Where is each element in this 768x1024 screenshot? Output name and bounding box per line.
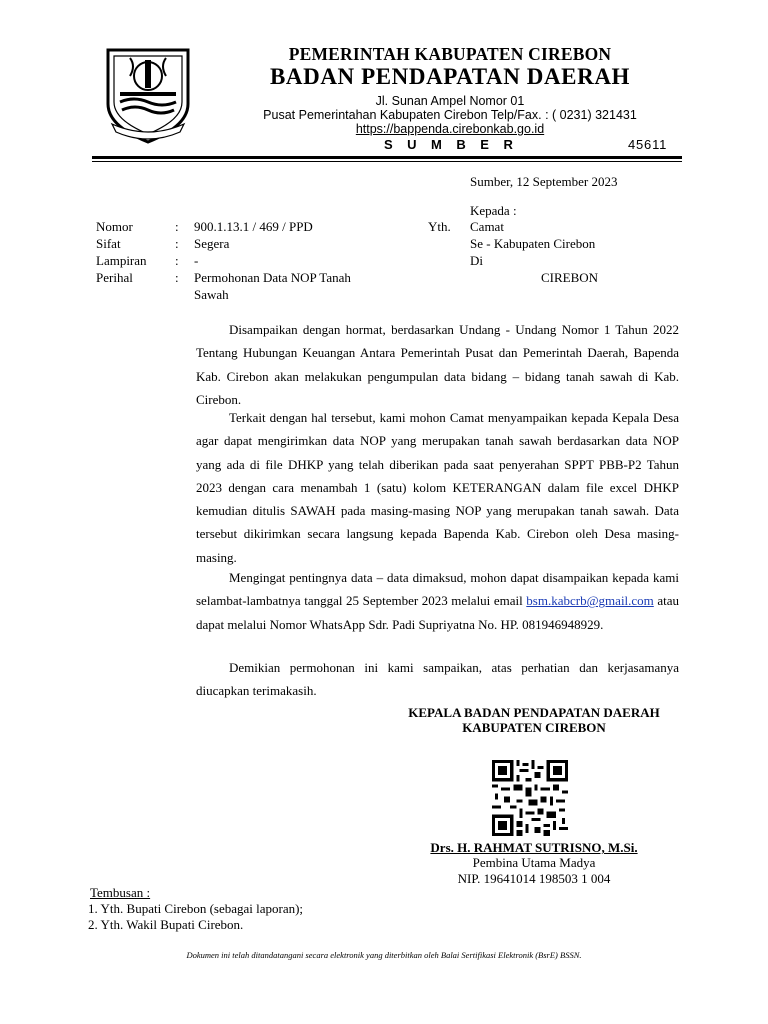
signatory-nip: NIP. 19641014 198503 1 004 xyxy=(457,871,611,886)
sifat-label: Sifat xyxy=(96,236,121,251)
sifat-colon: : xyxy=(175,236,179,251)
header-divider-thin xyxy=(92,161,682,162)
body-paragraph-1: Disampaikan dengan hormat, berdasarkan Undang - Undang Nomor 1 Tahun 2022 Tentang Hubungan Keuangan Antara Pemerintah Pusat dan Pemerintah Daerah, Bapenda Kab. Cirebon akan melakukan pengumpulan data bidang – bidang tanah sawah di Kab. Cirebon. xyxy=(196,322,679,407)
recipient-line-2: Se - Kabupaten Cirebon xyxy=(470,236,596,251)
letter-date: Sumber, 12 September 2023 xyxy=(470,174,618,189)
postal-code: 45611 xyxy=(628,137,668,152)
regency-logo xyxy=(100,46,196,146)
nomor-value: 900.1.13.1 / 469 / PPD xyxy=(194,219,313,234)
lampiran-label: Lampiran xyxy=(96,253,147,268)
qr-code xyxy=(492,760,568,836)
tembusan-item-2: 2. Yth. Wakil Bupati Cirebon. xyxy=(88,917,244,932)
city-name: SUMBER xyxy=(384,137,528,152)
perihal-label: Perihal xyxy=(96,270,133,285)
tembusan-item-1: 1. Yth. Bupati Cirebon (sebagai laporan); xyxy=(88,901,304,916)
body-paragraph-3-part-b: atau dapat melalui Nomor WhatsApp Sdr. Padi Supriyatna No. HP. 081946948929. xyxy=(196,593,680,632)
recipient-line-3: Di xyxy=(470,253,483,268)
recipient-line-1: Camat xyxy=(470,219,504,234)
signatory-rank: Pembina Utama Madya xyxy=(472,855,596,870)
nomor-label: Nomor xyxy=(96,219,133,234)
recipient-label: Kepada : xyxy=(470,203,517,218)
tembusan-label: Tembusan : xyxy=(90,885,151,900)
perihal-value-1: Permohonan Data NOP Tanah xyxy=(194,270,351,285)
body-paragraph-3-part-a: Mengingat pentingnya data – data dimaksud, mohon dapat disampaikan kepada kami selambat-lambatnya tanggal 25 September 2023 melalui email xyxy=(196,570,679,609)
header-divider xyxy=(92,156,682,159)
signatory-name: Drs. H. RAHMAT SUTRISNO, M.Si. xyxy=(430,840,638,855)
signature-title-1: KEPALA BADAN PENDAPATAN DAERAH xyxy=(408,705,660,720)
electronic-signature-note: Dokumen ini telah ditandatangani secara elektronik yang diterbitkan oleh Balai Sertifikasi Elektronik (BsrE) BSSN. xyxy=(186,950,582,960)
recipient-yth: Yth. xyxy=(428,219,451,234)
lampiran-value: - xyxy=(194,253,199,268)
perihal-colon: : xyxy=(175,270,179,285)
email-link[interactable]: bsm.kabcrb@gmail.com xyxy=(526,593,654,609)
perihal-value-2: Sawah xyxy=(194,287,229,302)
lampiran-colon: : xyxy=(175,253,179,268)
body-paragraph-3 xyxy=(196,566,679,636)
address: Jl. Sunan Ampel Nomor 01 xyxy=(375,94,525,108)
contact-line: Pusat Pemerintahan Kabupaten Cirebon Telp/Fax. : ( 0231) 321431 xyxy=(263,108,637,122)
website-link[interactable]: https://bappenda.cirebonkab.go.id xyxy=(355,122,545,136)
sifat-value: Segera xyxy=(194,236,230,251)
government-name: PEMERINTAH KABUPATEN CIREBON xyxy=(288,44,612,64)
agency-name: BADAN PENDAPATAN DAERAH xyxy=(269,64,631,89)
body-paragraph-2: Terkait dengan hal tersebut, kami mohon Camat menyampaikan kepada Kepala Desa agar dapat mengirimkan data NOP yang merupakan tanah sawah berdasarkan data NOP yang ada di file DHKP yang telah diberikan pada saat penyerahan SPPT PBB-P2 Tahun 2023 dengan cara menambah 1 (satu) kolom KETERANGAN dalam file excel DHKP kemudian ditulis SAWAH pada masing-masing NOP yang merupakan tanah sawah. Data tersebut dikirimkan secara langsung kepada Bapenda Kab. Cirebon oleh Desa masing-masing. xyxy=(196,410,679,565)
body-paragraph-4: Demikian permohonan ini kami sampaikan, atas perhatian dan kerjasamanya diucapkan terimakasih. xyxy=(196,660,679,699)
nomor-colon: : xyxy=(175,219,179,234)
signature-title-2: KABUPATEN CIREBON xyxy=(462,720,606,735)
recipient-line-4: CIREBON xyxy=(541,270,599,285)
